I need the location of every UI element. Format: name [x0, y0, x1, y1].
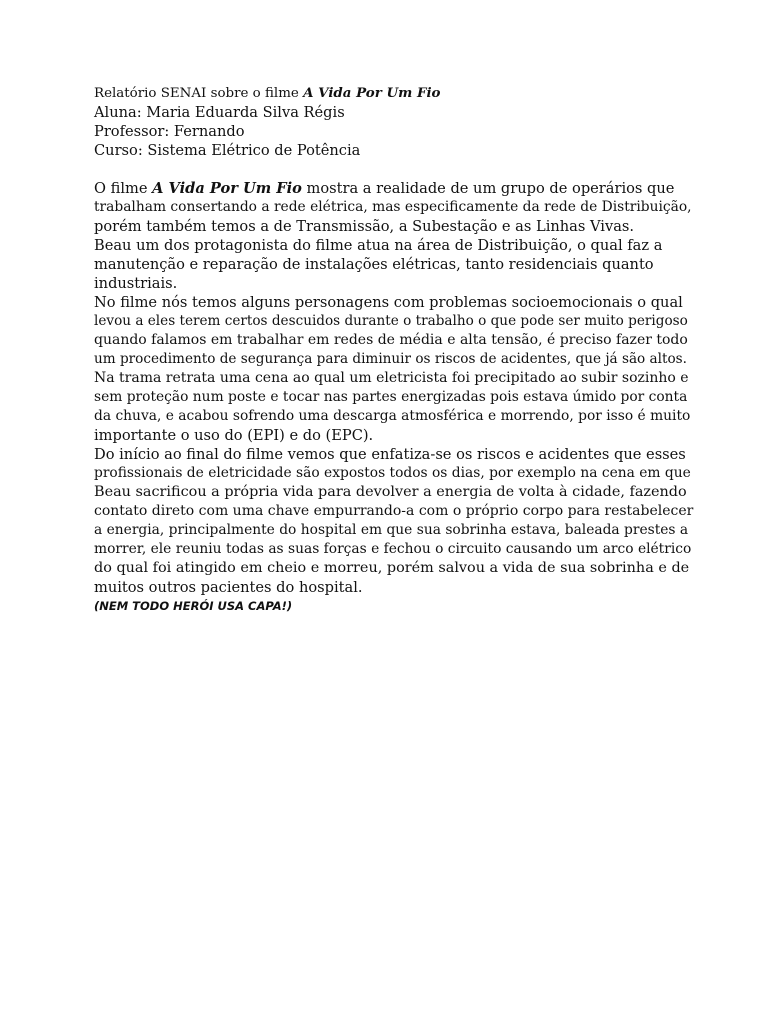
paragraph-line: quando falamos em trabalhar em redes de média e alta tensão, é preciso fazer todo	[94, 332, 688, 348]
film-title-inline: A Vida Por Um Fio	[152, 180, 302, 197]
paragraph-line: importante o uso do (EPI) e do (EPC).	[94, 427, 374, 444]
paragraph-5	[94, 445, 694, 597]
paragraph-line: da chuva, e acabou sofrendo uma descarga atmosférica e morrendo, por isso é muito	[94, 408, 691, 424]
paragraph-line: sem proteção num poste e tocar nas partes energizadas pois estava úmido por conta	[94, 389, 688, 405]
paragraph-line: contato direto com uma chave empurrando-a com o próprio corpo para restabelecer	[94, 503, 694, 519]
paragraph-line: a energia, principalmente do hospital em que sua sobrinha estava, baleada prestes a	[94, 522, 689, 538]
paragraph-2	[94, 236, 694, 293]
document-body	[94, 84, 694, 616]
teacher-name: Professor: Fernando	[94, 123, 245, 140]
paragraph-line: porém também temos a de Transmissão, a Subestação e as Linhas Vivas.	[94, 218, 635, 235]
p1-rest: mostra a realidade de um grupo de operários que	[301, 180, 675, 197]
report-heading-prefix: Relatório SENAI sobre o filme	[94, 86, 304, 101]
film-title: A Vida Por Um Fio	[303, 85, 441, 101]
closing-remark: (NEM TODO HERÓI USA CAPA!)	[94, 599, 293, 613]
report-heading	[94, 84, 694, 103]
paragraph-line: Beau sacrificou a própria vida para devolver a energia de volta à cidade, fazendo	[94, 484, 687, 500]
paragraph-line: muitos outros pacientes do hospital.	[94, 579, 363, 596]
paragraph-line	[94, 179, 694, 198]
paragraph-1	[94, 179, 694, 236]
paragraph-line: levou a eles terem certos descuidos durante o trabalho o que pode ser muito perigoso	[94, 313, 688, 329]
p1-start: O filme	[94, 180, 153, 197]
student-name: Aluna: Maria Eduarda Silva Régis	[94, 104, 345, 121]
paragraph-line: Do início ao final do filme vemos que enfatiza-se os riscos e acidentes que esses	[94, 446, 686, 463]
paragraph-line: trabalham consertando a rede elétrica, mas especificamente da rede de Distribuição,	[94, 199, 692, 215]
paragraph-line: Na trama retrata uma cena ao qual um eletricista foi precipitado ao subir sozinho e	[94, 370, 689, 386]
course-name: Curso: Sistema Elétrico de Potência	[94, 142, 361, 159]
paragraph-line: morrer, ele reuniu todas as suas forças e fechou o circuito causando um arco elétrico	[94, 541, 692, 557]
paragraph-line: No filme nós temos alguns personagens com problemas socioemocionais o qual	[94, 294, 683, 311]
paragraph-3	[94, 293, 694, 369]
paragraph-4	[94, 369, 694, 445]
paragraph-line: do qual foi atingido em cheio e morreu, porém salvou a vida de sua sobrinha e de	[94, 560, 690, 576]
blank-line	[94, 160, 694, 179]
paragraph-line: industriais.	[94, 275, 178, 292]
paragraph-line: um procedimento de segurança para diminuir os riscos de acidentes, que já são altos.	[94, 351, 687, 367]
paragraph-line: Beau um dos protagonista do filme atua na área de Distribuição, o qual faz a	[94, 237, 663, 254]
paragraph-line: manutenção e reparação de instalações elétricas, tanto residenciais quanto	[94, 256, 654, 273]
paragraph-line: profissionais de eletricidade são expostos todos os dias, por exemplo na cena em que	[94, 465, 691, 481]
